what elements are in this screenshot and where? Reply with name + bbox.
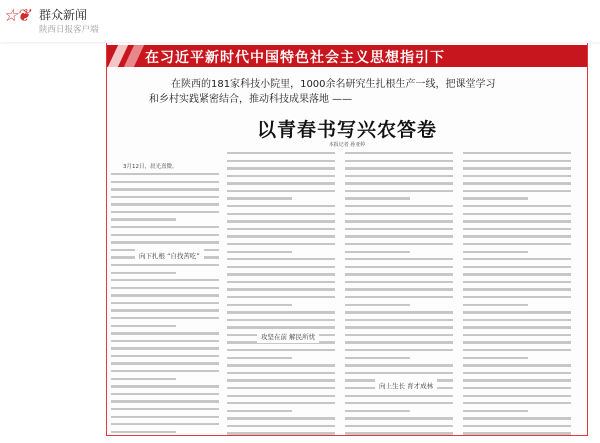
text-line [227, 425, 335, 427]
text-line [463, 235, 571, 237]
text-line [345, 160, 453, 162]
text-line [345, 425, 453, 427]
text-line [227, 349, 335, 351]
text-line [463, 379, 571, 381]
lead-line: 在陕西的181家科技小院里，1000余名研究生扎根生产一线，把课堂学习 [171, 79, 496, 90]
text-line [227, 364, 335, 366]
text-line [345, 410, 410, 412]
text-line [463, 395, 571, 397]
text-line [345, 311, 453, 313]
text-line [463, 160, 571, 162]
text-line [463, 288, 571, 290]
text-line [227, 304, 292, 306]
text-line [227, 228, 335, 230]
column-1 [111, 162, 219, 436]
text-line [227, 410, 292, 412]
text-line [227, 319, 335, 321]
text-line [463, 432, 571, 434]
text-line [111, 226, 219, 228]
lead-paragraph [149, 77, 569, 107]
text-line [111, 393, 219, 395]
text-line [463, 387, 571, 389]
section-heading: 向上生长 育才成林 [375, 379, 437, 392]
text-line [111, 264, 219, 266]
text-line [227, 288, 335, 290]
text-line [345, 341, 453, 343]
column-2 [227, 152, 335, 436]
app-header [0, 0, 600, 42]
text-line [227, 402, 335, 404]
text-line [227, 326, 335, 328]
app-subtitle: 陕西日报客户端 [39, 25, 99, 35]
text-line [345, 402, 453, 404]
text-line [463, 220, 571, 222]
text-line [345, 266, 453, 268]
text-line [345, 304, 410, 306]
text-line [463, 167, 571, 169]
text-line [463, 402, 571, 404]
text-line [463, 296, 571, 298]
text-line [227, 395, 335, 397]
text-line [345, 152, 453, 154]
column-3 [345, 152, 453, 436]
text-line [111, 400, 219, 402]
text-line [463, 334, 571, 336]
text-line [345, 288, 453, 290]
text-line [111, 332, 219, 334]
text-line [345, 326, 453, 328]
text-line [111, 294, 219, 296]
text-line [111, 272, 176, 274]
text-line [463, 349, 571, 351]
text-line [111, 378, 176, 380]
text-line [345, 190, 453, 192]
text-line [345, 395, 453, 397]
text-line [227, 243, 335, 245]
text-line [345, 213, 453, 215]
text-line [345, 258, 453, 260]
text-line [345, 372, 453, 374]
text-line [111, 188, 219, 190]
text-line [227, 273, 335, 275]
newspaper-page[interactable] [106, 43, 588, 436]
text-line [227, 160, 335, 162]
text-line [111, 362, 219, 364]
text-line [463, 273, 571, 275]
text-line [463, 304, 528, 306]
text-line [111, 431, 176, 433]
text-line [345, 251, 410, 253]
text-line [227, 190, 335, 192]
text-line [227, 357, 292, 359]
lead-line: 和乡村实践紧密结合，推动科技成果落地 —— [149, 94, 353, 105]
text-line [345, 175, 453, 177]
text-line [463, 364, 571, 366]
text-line [111, 218, 176, 220]
text-line [463, 251, 528, 253]
text-line [463, 258, 571, 260]
text-line [227, 311, 335, 313]
text-line [111, 181, 219, 183]
text-line [463, 182, 571, 184]
text-line [111, 385, 219, 387]
text-line [463, 319, 571, 321]
text-line [345, 205, 453, 207]
text-line [463, 372, 571, 374]
text-line [345, 243, 453, 245]
text-line [463, 205, 571, 207]
text-line [463, 417, 571, 419]
text-line [111, 241, 219, 243]
text-line [111, 317, 219, 319]
text-line [227, 281, 335, 283]
banner-text: 在习近平新时代中国特色社会主义思想指引下 [145, 50, 445, 66]
first-line: 3月12日，晨光熹微。 [123, 164, 178, 170]
text-line [227, 175, 335, 177]
text-line [345, 334, 453, 336]
text-line [227, 182, 335, 184]
text-line [111, 287, 219, 289]
section-heading: 攻坚在前 解民所忧 [257, 330, 319, 343]
text-line [111, 234, 219, 236]
text-line [345, 319, 453, 321]
text-line [345, 167, 453, 169]
text-line [227, 432, 335, 434]
text-line [111, 173, 219, 175]
text-line [463, 243, 571, 245]
text-line [227, 235, 335, 237]
text-line [345, 364, 453, 366]
column-4 [463, 152, 571, 436]
text-line [345, 182, 453, 184]
text-line [463, 281, 571, 283]
text-line [111, 196, 219, 198]
app-logo: ☆❦ [3, 6, 29, 26]
text-line [345, 432, 453, 434]
text-line [111, 302, 219, 304]
text-line [345, 349, 453, 351]
text-line [111, 211, 219, 213]
text-line [463, 213, 571, 215]
text-line [227, 417, 335, 419]
app-name: 群众新闻 [39, 8, 88, 22]
text-line [227, 387, 335, 389]
text-line [463, 190, 571, 192]
text-line [463, 228, 571, 230]
text-line [111, 416, 219, 418]
text-line [345, 228, 453, 230]
text-line [111, 423, 219, 425]
text-line [111, 408, 219, 410]
text-line [463, 311, 571, 313]
banner [107, 45, 587, 67]
text-line [111, 355, 219, 357]
text-line [345, 197, 410, 199]
text-line [227, 205, 335, 207]
text-line [227, 167, 335, 169]
text-line [227, 372, 335, 374]
text-line [463, 341, 571, 343]
text-line [227, 258, 335, 260]
text-line [111, 370, 219, 372]
text-line [463, 410, 528, 412]
text-line [463, 152, 571, 154]
text-line [345, 296, 453, 298]
text-line [111, 309, 219, 311]
text-line [227, 220, 335, 222]
text-line [463, 326, 571, 328]
article-title: 以青春书写兴农答卷 [256, 119, 437, 141]
text-line [345, 235, 453, 237]
text-line [227, 213, 335, 215]
text-line [227, 152, 335, 154]
text-line [227, 251, 292, 253]
text-line [227, 379, 335, 381]
section-heading: 向下扎根 “自找苦吃” [135, 249, 204, 262]
text-line [345, 273, 453, 275]
text-line [111, 347, 219, 349]
text-line [345, 220, 453, 222]
text-line [227, 296, 335, 298]
text-line [463, 175, 571, 177]
byline: 本报记者 孙亚婷 [328, 142, 366, 148]
text-line [463, 266, 571, 268]
text-line [111, 325, 176, 327]
text-line [345, 281, 453, 283]
text-line [111, 279, 219, 281]
text-line [345, 417, 453, 419]
text-line [463, 425, 571, 427]
text-line [345, 357, 410, 359]
text-line [111, 203, 219, 205]
text-line [463, 357, 528, 359]
text-line [227, 197, 292, 199]
text-line [111, 340, 219, 342]
text-line [463, 197, 528, 199]
text-line [227, 266, 335, 268]
